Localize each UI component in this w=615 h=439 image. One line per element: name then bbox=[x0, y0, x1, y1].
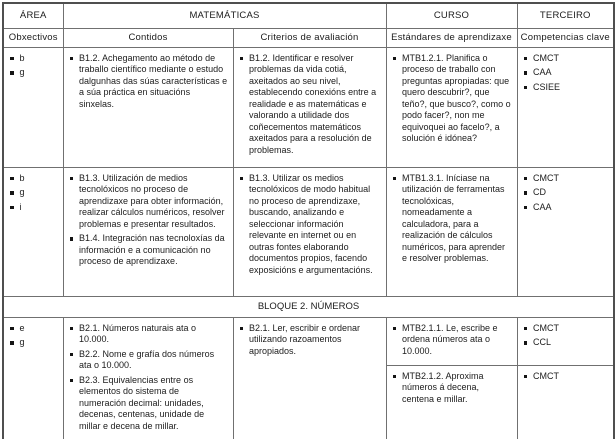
objective-letter: i bbox=[19, 201, 22, 212]
cell-competencias bbox=[517, 365, 614, 439]
content-item: B2.2. Nome e grafía dos números ata o 10.000. bbox=[79, 348, 215, 370]
list-item bbox=[9, 337, 58, 349]
bullet-icon bbox=[524, 206, 528, 210]
objective-letter: b bbox=[19, 172, 25, 183]
cell-estandares bbox=[386, 167, 517, 296]
standard-item: MTB1.2.1. Planifica o proceso de traballo con preguntas apropiadas: que quero descubrir?, que teño?, que busco?, como o podo facer?, non me equivoquei ao facelo?, a solución é idónea? bbox=[402, 52, 511, 143]
list-item bbox=[9, 67, 58, 79]
cell-competencias bbox=[517, 167, 614, 296]
bullet-icon bbox=[393, 327, 397, 331]
list-item bbox=[9, 323, 58, 335]
bullet-icon bbox=[70, 177, 74, 181]
bullet-icon bbox=[524, 341, 528, 345]
bullet-icon bbox=[10, 341, 14, 345]
competency-code: CMCT bbox=[533, 322, 559, 333]
header-area: ÁREA bbox=[3, 3, 63, 28]
list-item bbox=[69, 233, 228, 268]
cell-contidos bbox=[63, 317, 233, 439]
bullet-icon bbox=[393, 57, 397, 61]
cell-competencias bbox=[517, 317, 614, 365]
cell-criterios bbox=[233, 167, 386, 296]
column-header-contidos: Contidos bbox=[63, 28, 233, 47]
cell-obxectivos bbox=[3, 167, 63, 296]
standard-item: MTB1.3.1. Iníciase na utilización de ferramentas tecnolóxicas, nomeadamente a calculadora, para a realización de cálculos numéricos, para aprender e resolver problemas. bbox=[402, 172, 506, 263]
competency-code: CSIEE bbox=[533, 81, 561, 92]
bullet-icon bbox=[524, 86, 528, 90]
bullet-icon bbox=[70, 379, 74, 383]
header-curso: CURSO bbox=[386, 3, 517, 28]
curriculum-table bbox=[2, 2, 615, 439]
list-item bbox=[9, 202, 58, 214]
criterion-item: B2.1. Ler, escribir e ordenar utilizando razoamentos apropiados. bbox=[249, 322, 361, 356]
objective-letter: g bbox=[19, 337, 25, 347]
bullet-icon bbox=[10, 191, 14, 195]
bullet-icon bbox=[70, 327, 74, 331]
bullet-icon bbox=[70, 237, 74, 241]
table-row bbox=[3, 167, 614, 296]
objective-letter: e bbox=[19, 322, 25, 333]
cell-contidos bbox=[63, 167, 233, 296]
competency-code: CAA bbox=[533, 201, 552, 212]
content-item: B1.3. Utilización de medios tecnolóxicos no proceso de aprendizaxe para obter información, realizar cálculos numéricos, resolver problemas e presentar resultados. bbox=[79, 172, 225, 229]
bullet-icon bbox=[393, 375, 397, 379]
list-item bbox=[392, 323, 512, 358]
bullet-icon bbox=[10, 57, 14, 61]
bullet-icon bbox=[10, 71, 14, 75]
objective-letter: g bbox=[19, 67, 25, 77]
list-item bbox=[9, 53, 58, 65]
column-header-competencias: Competencias clave bbox=[517, 28, 614, 47]
content-item: B1.4. Integración nas tecnoloxías da información e a comunicación no proceso de aprendizaxe. bbox=[79, 233, 225, 266]
cell-competencias bbox=[517, 47, 614, 167]
bullet-icon bbox=[524, 327, 528, 331]
cell-obxectivos bbox=[3, 47, 63, 167]
list-item bbox=[69, 53, 228, 111]
objective-letter: g bbox=[19, 187, 25, 197]
list-item bbox=[523, 202, 609, 214]
list-item bbox=[523, 371, 609, 383]
column-header-estandares: Estándares de aprendizaxe bbox=[386, 28, 517, 47]
list-item bbox=[523, 82, 609, 94]
bullet-icon bbox=[240, 57, 244, 61]
list-item bbox=[69, 349, 228, 372]
bullet-icon bbox=[240, 327, 244, 331]
list-item bbox=[523, 173, 609, 185]
cell-criterios bbox=[233, 47, 386, 167]
section-title: BLOQUE 2. NÚMEROS bbox=[3, 296, 614, 317]
cell-estandares bbox=[386, 365, 517, 439]
column-header-obxectivos: Obxectivos bbox=[3, 28, 63, 47]
list-item bbox=[523, 337, 609, 349]
table-row bbox=[3, 317, 614, 365]
list-item bbox=[69, 375, 228, 433]
list-item bbox=[523, 53, 609, 65]
competency-code: CCL bbox=[533, 337, 552, 347]
competency-code: CAA bbox=[533, 67, 552, 77]
bullet-icon bbox=[524, 191, 528, 195]
bullet-icon bbox=[524, 375, 528, 379]
competency-code: CMCT bbox=[533, 370, 559, 381]
competency-code: CD bbox=[533, 187, 546, 197]
list-item bbox=[523, 187, 609, 199]
list-item bbox=[69, 173, 228, 231]
bullet-icon bbox=[10, 206, 14, 210]
objective-letter: b bbox=[19, 52, 25, 63]
standard-item: MTB2.1.2. Aproxima números á decena, centena e millar. bbox=[402, 370, 484, 404]
criterion-item: B1.3. Utilizar os medios tecnolóxicos de modo habitual no proceso de aprendizaxe, buscando, analizando e seleccionar información relevante en internet ou en outras fontes elaborando documentos propios, facendo exposicións e argumentacións. bbox=[249, 172, 373, 275]
list-item bbox=[69, 323, 228, 346]
list-item bbox=[239, 53, 381, 157]
content-item: B2.3. Equivalencias entre os elementos do sistema de numeración decimal: unidades, decenas, centenas, unidade de millar e decena de millar. bbox=[79, 374, 205, 431]
cell-obxectivos bbox=[3, 317, 63, 439]
section-divider-row bbox=[3, 296, 614, 317]
bullet-icon bbox=[240, 177, 244, 181]
competency-code: CMCT bbox=[533, 52, 559, 63]
criterion-item: B1.2. Identificar e resolver problemas da vida cotiá, axeitados ao seu nivel, establecendo conexións entre a realidade e as matemáticas e valorando a utilidade dos coñecementos matemáticos axeitados para a resolución de problemas. bbox=[249, 52, 377, 155]
list-item bbox=[523, 323, 609, 335]
bullet-icon bbox=[524, 71, 528, 75]
cell-estandares bbox=[386, 317, 517, 365]
bullet-icon bbox=[70, 353, 74, 357]
bullet-icon bbox=[10, 177, 14, 181]
list-item bbox=[392, 173, 512, 265]
bullet-icon bbox=[524, 57, 528, 61]
cell-estandares bbox=[386, 47, 517, 167]
header-nivel: TERCEIRO bbox=[517, 3, 614, 28]
table-row bbox=[3, 47, 614, 167]
list-item bbox=[239, 173, 381, 277]
list-item bbox=[9, 187, 58, 199]
cell-contidos bbox=[63, 47, 233, 167]
content-item: B1.2. Achegamento ao método de traballo científico mediante o estudo dalgunhas das súas características e a súa práctica en situacións sinxelas. bbox=[79, 52, 228, 109]
list-item bbox=[392, 53, 512, 145]
header-materia: MATEMÁTICAS bbox=[63, 3, 386, 28]
column-header-criterios: Criterios de avaliación bbox=[233, 28, 386, 47]
bullet-icon bbox=[70, 57, 74, 61]
list-item bbox=[239, 323, 381, 358]
list-item bbox=[523, 67, 609, 79]
list-item bbox=[392, 371, 512, 406]
competency-code: CMCT bbox=[533, 172, 559, 183]
list-item bbox=[9, 173, 58, 185]
cell-criterios bbox=[233, 317, 386, 439]
bullet-icon bbox=[10, 327, 14, 331]
bullet-icon bbox=[393, 177, 397, 181]
standard-item: MTB2.1.1. Le, escribe e ordena números ata o 10.000. bbox=[402, 322, 498, 356]
content-item: B2.1. Números naturais ata o 10.000. bbox=[79, 322, 197, 344]
bullet-icon bbox=[524, 177, 528, 181]
